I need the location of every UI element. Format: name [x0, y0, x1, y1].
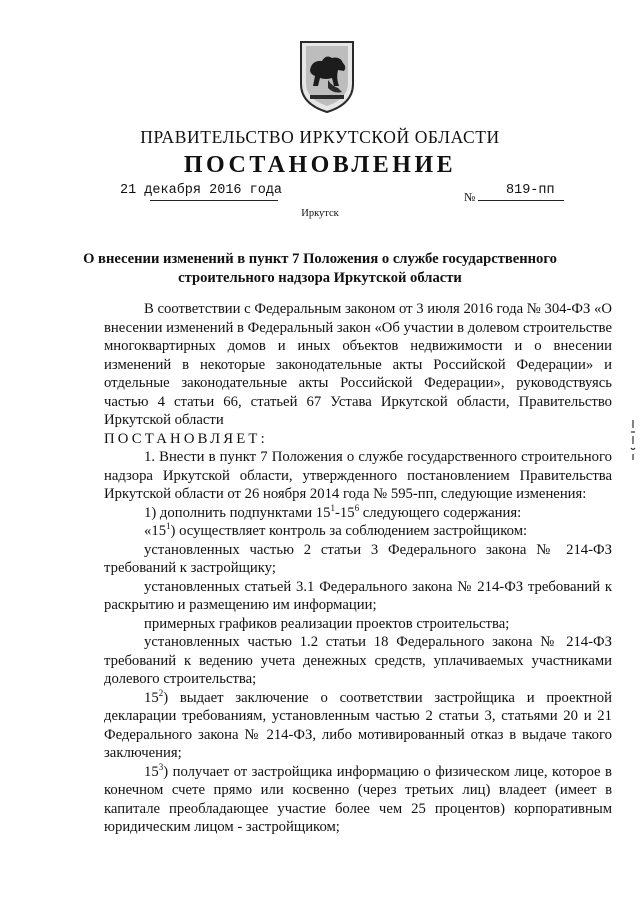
- number-underline: [478, 200, 564, 201]
- number-sign: №: [464, 190, 476, 204]
- preamble-paragraph: В соответствии с Федеральным законом от 3 июля 2016 года № 304-ФЗ «О внесении изменений в Федеральный закон «Об участии в долевом строительстве многоквартирных домов и иных объектов недвижимости и о внесении изменений в некоторые законодательные акты Российской Федерации» и отдельные законодательные акты Российской Федерации», руководствуясь частью 4 статьи 66, статьей 67 Устава Иркутской области, Правительство Иркутской области: [104, 301, 612, 428]
- paragraph-8: $15^2$) выдает заключение о соответствии застройщика и проектной декларации требованиям, установленным частью 2 статьи 3, статьями 20 и 21 Федерального закона № 214-ФЗ, либо мотивированный отказ в выдаче такого заключения;: [104, 687, 612, 761]
- document-body: [104, 300, 612, 837]
- margin-stamp-mark: [628, 418, 638, 462]
- date-underline: [150, 200, 278, 201]
- document-date: 21 декабря 2016 года: [120, 183, 283, 198]
- paragraph-3: «$15^1$) осуществляет контроль за соблюдением застройщиком:: [144, 521, 528, 539]
- paragraph-7: установленных частью 1.2 статьи 18 Федерального закона № 214-ФЗ требований к ведению учета денежных средств, уплачиваемых участниками долевого строительства;: [104, 634, 612, 687]
- paragraph-2: 1) дополнить подпунктами $15^1-15^6$ следующего содержания:: [144, 502, 522, 521]
- paragraph-5: установленных статьей 3.1 Федерального закона № 214-ФЗ требований к раскрытию и размещению им информации;: [104, 578, 612, 613]
- paragraph-1: 1. Внести в пункт 7 Положения о службе государственного строительного надзора Иркутской области, утвержденного постановлением Правительства Иркутской области от 26 ноября 2014 года № 595-пп, следующие изменения:: [104, 449, 612, 502]
- paragraph-6: примерных графиков реализации проектов строительства;: [144, 615, 510, 632]
- paragraph-9: $15^3$) получает от застройщика информацию о физическом лице, которое в конечном счете прямо или косвенно (через третьих лиц) владеет (имеет в капитале преобладающее участие более чем 25 процентов) корпоративным юридическим лицом - застройщиком;: [104, 761, 612, 835]
- resolves-heading: ПОСТАНОВЛЯЕТ:: [104, 430, 268, 447]
- government-title: ПРАВИТЕЛЬСТВО ИРКУТСКОЙ ОБЛАСТИ: [140, 127, 500, 147]
- city: Иркутск: [301, 208, 339, 219]
- document-number: 819-пп: [506, 183, 555, 198]
- coat-of-arms-icon: [298, 40, 356, 114]
- document-heading: О внесении изменений в пункт 7 Положения о службе государственного строительного надзора Иркутской области: [83, 251, 557, 286]
- document-type: ПОСТАНОВЛЕНИЕ: [183, 152, 457, 178]
- paragraph-4: установленных частью 2 статьи 3 Федерального закона № 214-ФЗ требований к застройщику;: [104, 541, 612, 576]
